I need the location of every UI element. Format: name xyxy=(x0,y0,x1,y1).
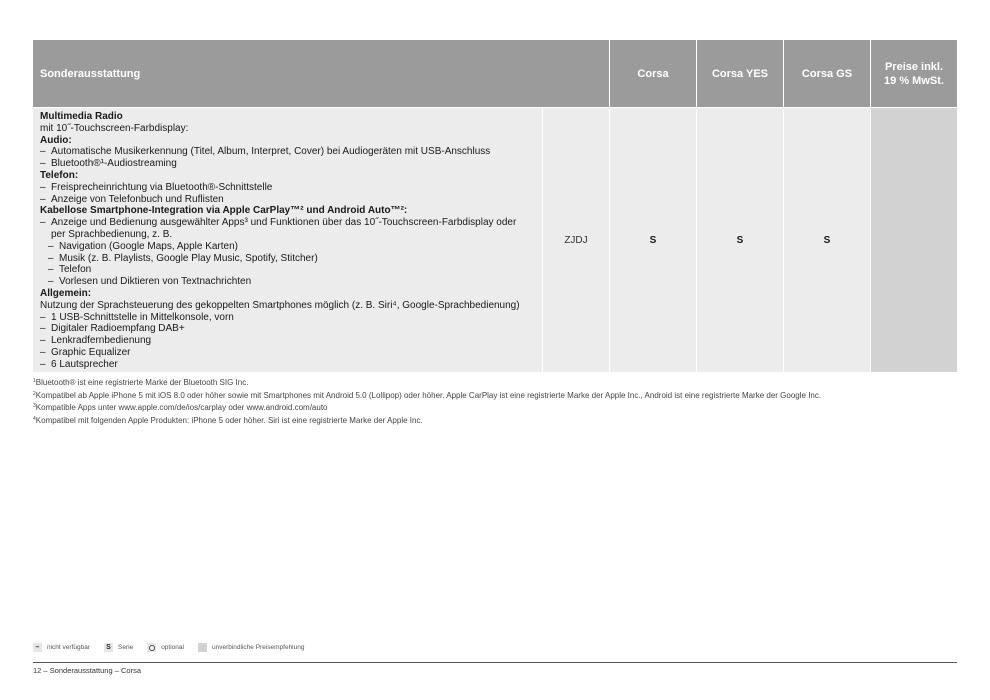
footnote-text: Kompatible Apps unter www.apple.com/de/ios/carplay oder www.android.com/auto xyxy=(35,403,328,412)
description-text: Audio: xyxy=(40,134,72,146)
footnote xyxy=(33,389,821,402)
row-price-cell xyxy=(871,108,957,372)
description-text: Multimedia Radio xyxy=(40,111,123,122)
description-line xyxy=(40,194,542,206)
description-text: Vorlesen und Diktieren von Textnachrichten xyxy=(59,276,252,288)
description-line xyxy=(40,323,542,335)
description-line xyxy=(40,170,542,182)
description-line xyxy=(40,182,542,194)
footnotes xyxy=(33,376,821,426)
footnote-text: Kompatibel ab Apple iPhone 5 mit iOS 8.0 oder höher sowie mit Smartphones mit Android 5.0 (Lollipop) oder höher. Apple CarPlay ist eine registrierte Marke der Apple Inc., Android ist eine registrierte Marke der Google Inc. xyxy=(35,390,822,400)
dash-bullet: – xyxy=(48,264,54,276)
equipment-table xyxy=(33,40,957,372)
description-line xyxy=(40,123,542,135)
dash-bullet: – xyxy=(40,323,46,335)
description-text: Anzeige von Telefonbuch und Ruflisten xyxy=(51,193,224,205)
legend-not-available xyxy=(33,643,90,652)
dash-bullet: – xyxy=(40,181,46,193)
description-line xyxy=(40,111,542,123)
description-text: Digitaler Radioempfang DAB+ xyxy=(51,323,185,335)
row-value-corsa: S xyxy=(610,108,697,372)
footnote-number: 4 xyxy=(33,415,36,422)
description-text: per Sprachbedienung, z. B. xyxy=(51,228,173,240)
description-line xyxy=(40,335,542,347)
description-text: Musik (z. B. Playlists, Google Play Music, Spotify, Stitcher) xyxy=(59,252,318,264)
row-description xyxy=(33,108,543,372)
description-line xyxy=(40,135,542,147)
footnote-number: 3 xyxy=(33,403,36,409)
legend xyxy=(33,643,318,652)
dash-bullet: – xyxy=(48,252,54,264)
square-icon xyxy=(198,643,207,652)
legend-label: Serie xyxy=(118,644,134,651)
footnote xyxy=(33,376,821,389)
footer-divider xyxy=(33,662,957,663)
description-text: mit 10˝-Touchscreen-Farbdisplay: xyxy=(40,122,189,134)
description-line xyxy=(40,158,542,170)
description-text: Nutzung der Sprachsteuerung des gekoppelten Smartphones möglich (z. B. Siri⁴, Google-Sprachbedienung) xyxy=(40,299,520,311)
page-footer: 12 – Sonderausstattung – Corsa xyxy=(33,666,141,675)
footnote-text: Kompatibel mit folgenden Apple Produkten: iPhone 5 oder höher. Siri ist eine registrierte Marke der Apple Inc. xyxy=(35,415,423,425)
description-text: 1 USB-Schnittstelle in Mittelkonsole, vorn xyxy=(51,311,234,323)
description-line xyxy=(40,300,542,312)
footnote-number: 2 xyxy=(33,390,36,397)
description-text: Telefon xyxy=(59,264,92,276)
legend-optional xyxy=(147,643,184,652)
description-text: Bluetooth®¹-Audiostreaming xyxy=(51,158,177,170)
legend-label: unverbindliche Preisempfehlung xyxy=(211,644,305,651)
description-text: Freisprecheinrichtung via Bluetooth®-Schnittstelle xyxy=(51,181,273,193)
description-line xyxy=(40,253,542,265)
dash-bullet: – xyxy=(40,311,46,323)
dash-symbol: – xyxy=(33,643,42,652)
description-line xyxy=(40,276,542,288)
row-code: ZJDJ xyxy=(543,108,610,372)
s-symbol: S xyxy=(104,643,113,652)
header-corsa-gs: Corsa GS xyxy=(784,40,871,107)
legend-label: nicht verfügbar xyxy=(47,644,90,651)
dash-bullet: – xyxy=(40,158,46,170)
description-line xyxy=(40,205,542,217)
dash-bullet: – xyxy=(40,358,46,370)
description-line xyxy=(40,146,542,158)
legend-standard xyxy=(104,643,133,652)
description-text: Anzeige und Bedienung ausgewählter Apps³ und Funktionen über das 10˝-Touchscreen-Farbdisplay oder xyxy=(51,217,517,229)
header-title: Sonderausstattung xyxy=(33,40,610,107)
table-row xyxy=(33,108,957,372)
description-text: Kabellose Smartphone-Integration via Apple CarPlay™² und Android Auto™²: xyxy=(40,205,408,217)
description-line xyxy=(40,229,542,241)
description-line xyxy=(40,359,542,371)
description-line xyxy=(40,347,542,359)
description-text: Navigation (Google Maps, Apple Karten) xyxy=(59,240,238,252)
circle-icon xyxy=(147,643,156,652)
description-line xyxy=(40,288,542,300)
legend-price xyxy=(198,643,305,652)
description-text: Telefon: xyxy=(40,169,79,181)
description-text: Graphic Equalizer xyxy=(51,346,131,358)
dash-bullet: – xyxy=(40,346,46,358)
footnote xyxy=(33,414,821,427)
description-text: Allgemein: xyxy=(40,287,92,299)
dash-bullet: – xyxy=(40,146,46,158)
description-line xyxy=(40,264,542,276)
dash-bullet: – xyxy=(40,217,46,229)
row-value-corsa-gs: S xyxy=(784,108,871,372)
footnote xyxy=(33,401,821,414)
row-value-corsa-yes: S xyxy=(697,108,784,372)
description-line xyxy=(40,312,542,324)
footnote-number: 1 xyxy=(33,378,36,384)
header-corsa-yes: Corsa YES xyxy=(697,40,784,107)
description-line xyxy=(40,241,542,253)
header-price: Preise inkl. 19 % MwSt. xyxy=(884,60,944,87)
footnote-text: Bluetooth® ist eine registrierte Marke der Bluetooth SIG Inc. xyxy=(35,378,249,387)
dash-bullet: – xyxy=(40,193,46,205)
dash-bullet: – xyxy=(40,335,46,347)
legend-label: optional xyxy=(161,644,184,651)
header-corsa: Corsa xyxy=(610,40,697,107)
description-text: Lenkradfernbedienung xyxy=(51,335,152,347)
table-header xyxy=(33,40,957,107)
dash-bullet: – xyxy=(48,240,54,252)
description-text: Automatische Musikerkennung (Titel, Album, Interpret, Cover) bei Audiogeräten mit USB-Anschluss xyxy=(51,146,491,158)
description-line xyxy=(40,217,542,229)
description-text: 6 Lautsprecher xyxy=(51,358,118,370)
dash-bullet: – xyxy=(48,276,54,288)
